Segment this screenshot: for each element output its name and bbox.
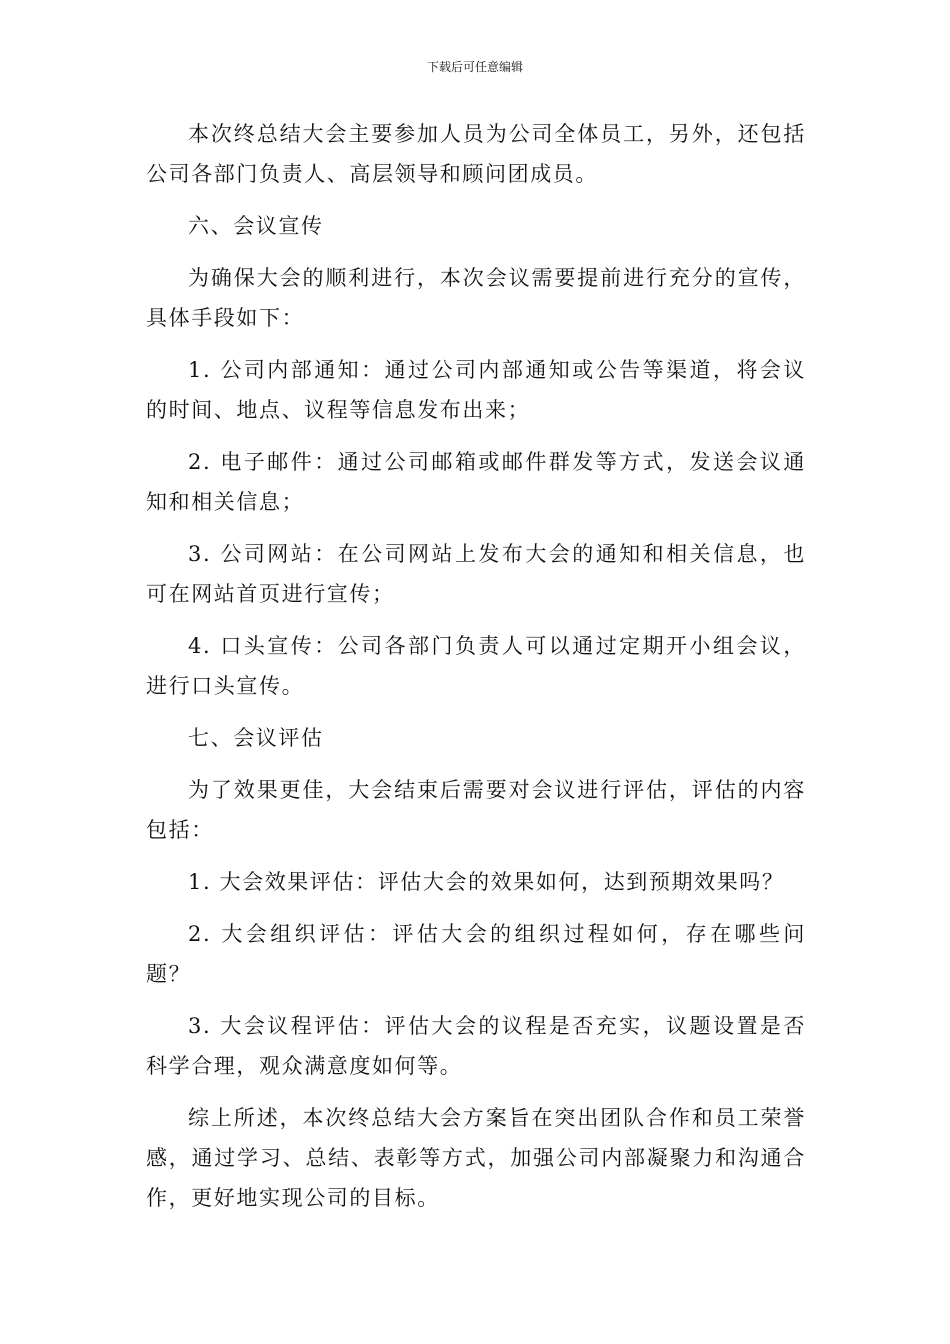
- paragraph-evaluation-intro: 为了效果更佳，大会结束后需要对会议进行评估，评估的内容包括：: [146, 778, 806, 842]
- paragraph-attendees: 本次终总结大会主要参加人员为公司全体员工，另外，还包括公司各部门负责人、高层领导和顾问团成员。: [146, 122, 806, 186]
- list-item-verbal: 4. 口头宣传：公司各部门负责人可以通过定期开小组会议，进行口头宣传。: [146, 634, 806, 698]
- header-note: 下载后可任意编辑: [426, 60, 523, 74]
- paragraph-conclusion: 综上所述，本次终总结大会方案旨在突出团队合作和员工荣誉感，通过学习、总结、表彰等方式，加强公司内部凝聚力和沟通合作，更好地实现公司的目标。: [146, 1106, 806, 1210]
- section-heading-promotion: 六、会议宣传: [188, 214, 324, 238]
- section-heading-evaluation: 七、会议评估: [188, 726, 324, 750]
- list-item-effect-evaluation: 1. 大会效果评估：评估大会的效果如何，达到预期效果吗？: [188, 870, 785, 894]
- document-body: [146, 114, 806, 1218]
- list-item-organization-evaluation: 2. 大会组织评估：评估大会的组织过程如何，存在哪些问题？: [146, 922, 806, 986]
- list-item-website: 3. 公司网站：在公司网站上发布大会的通知和相关信息，也可在网站首页进行宣传；: [146, 542, 806, 606]
- list-item-agenda-evaluation: 3. 大会议程评估：评估大会的议程是否充实，议题设置是否科学合理，观众满意度如何等。: [146, 1014, 806, 1078]
- list-item-email: 2. 电子邮件：通过公司邮箱或邮件群发等方式，发送会议通知和相关信息；: [146, 450, 806, 514]
- paragraph-promotion-intro: 为确保大会的顺利进行，本次会议需要提前进行充分的宣传，具体手段如下：: [146, 266, 806, 330]
- list-item-internal-notice: 1. 公司内部通知：通过公司内部通知或公告等渠道，将会议的时间、地点、议程等信息发布出来；: [146, 358, 806, 422]
